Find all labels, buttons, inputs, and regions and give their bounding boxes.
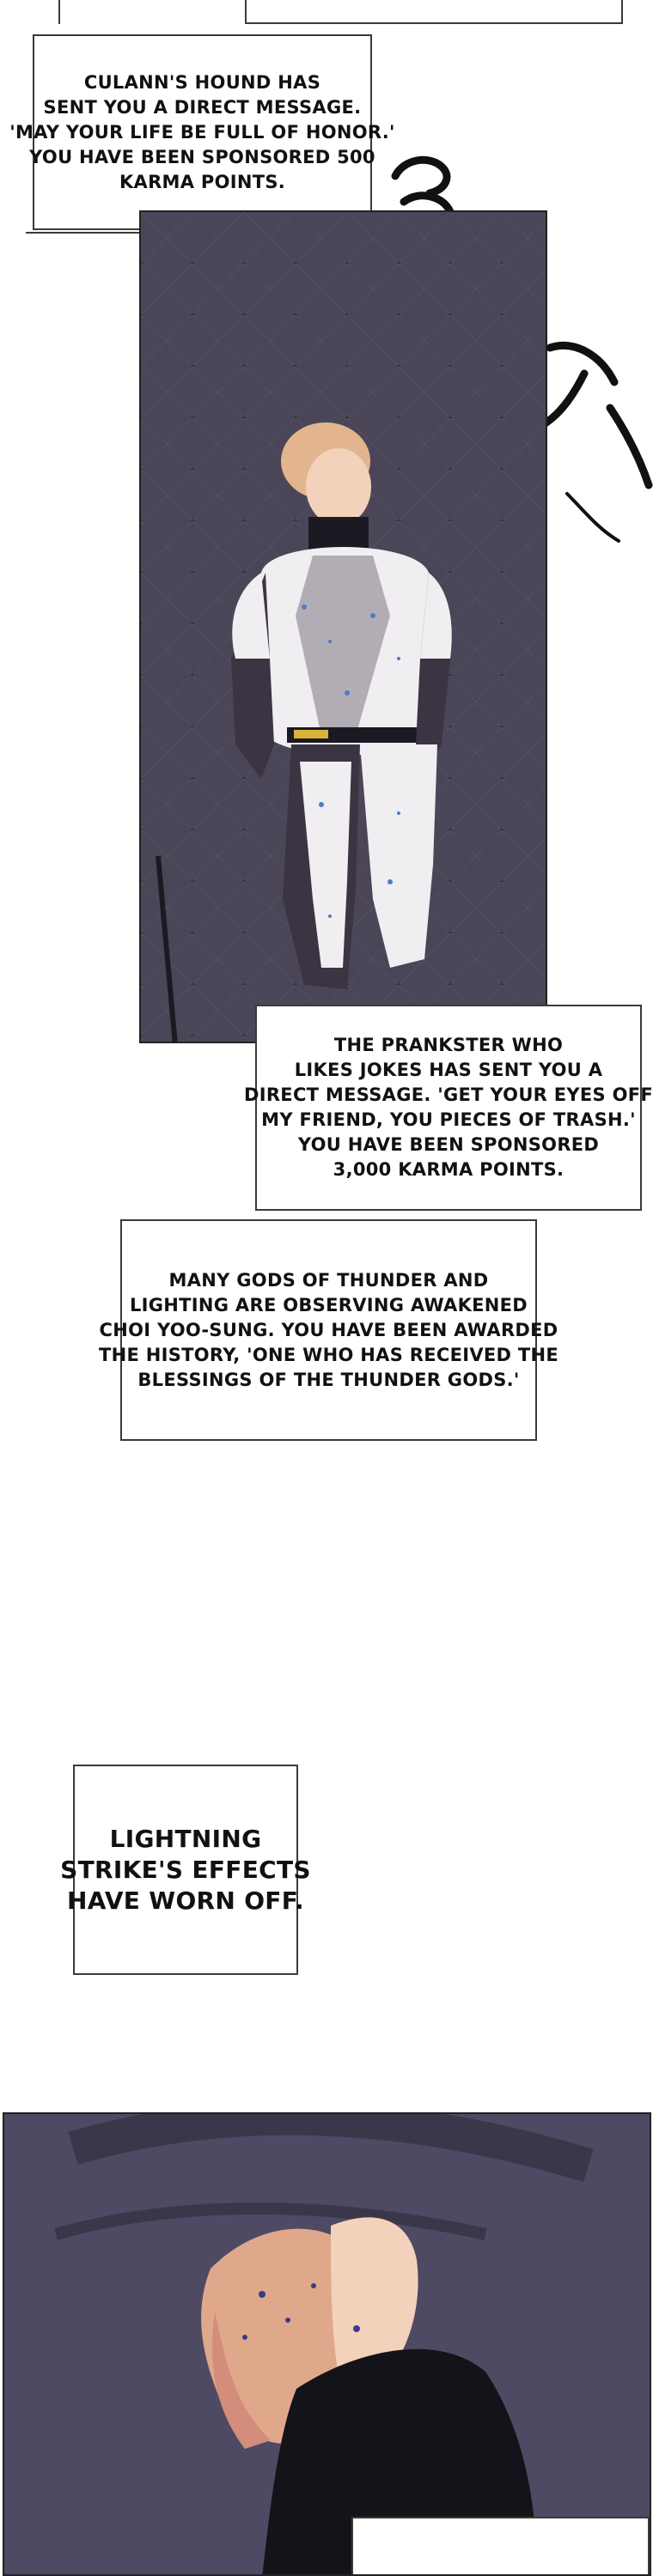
message-line: CULANN'S HOUND HAS <box>83 71 321 93</box>
notice-line: STRIKE'S EFFECTS <box>60 1855 311 1884</box>
message-line: LIGHTING ARE OBSERVING AWAKENED <box>129 1294 528 1315</box>
system-message-1 <box>9 34 395 230</box>
system-message-2 <box>243 1005 653 1211</box>
message-line: DIRECT MESSAGE. 'GET YOUR EYES OFF <box>243 1084 653 1105</box>
message-line: 'MAY YOUR LIFE BE FULL OF HONOR.' <box>9 121 395 143</box>
message-line: SENT YOU A DIRECT MESSAGE. <box>43 96 362 118</box>
character-figure <box>141 212 547 1043</box>
message-line: KARMA POINTS. <box>119 171 286 192</box>
top-partial-box-left <box>24 0 60 24</box>
character-closeup <box>4 2114 651 2576</box>
message-line: LIKES JOKES HAS SENT YOU A <box>294 1060 603 1080</box>
panel-character-head <box>3 2112 651 2576</box>
message-line: YOU HAVE BEEN SPONSORED <box>297 1134 600 1155</box>
message-line: BLESSINGS OF THE THUNDER GODS.' <box>137 1369 520 1390</box>
notice-box <box>60 1765 311 1975</box>
message-line: THE PRANKSTER WHO <box>333 1035 564 1055</box>
message-line: 3,000 KARMA POINTS. <box>333 1159 565 1180</box>
panel-character-standing <box>139 210 547 1043</box>
top-partial-box <box>245 0 623 24</box>
notice-line: HAVE WORN OFF. <box>67 1886 304 1915</box>
message-line: THE HISTORY, 'ONE WHO HAS RECEIVED THE <box>98 1344 559 1365</box>
message-line: MY FRIEND, YOU PIECES OF TRASH.' <box>261 1109 636 1130</box>
message-line: CHOI YOO-SUNG. YOU HAVE BEEN AWARDED <box>99 1319 558 1340</box>
system-message-3 <box>98 1219 559 1441</box>
notice-line: LIGHTNING <box>109 1824 262 1853</box>
message-line: MANY GODS OF THUNDER AND <box>168 1269 489 1291</box>
message-line: YOU HAVE BEEN SPONSORED 500 <box>29 146 375 167</box>
